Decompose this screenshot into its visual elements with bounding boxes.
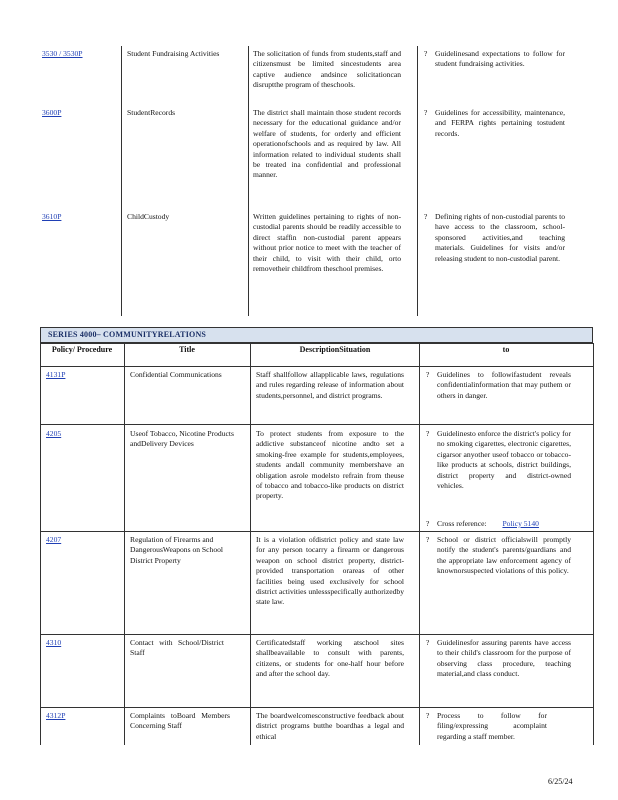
- outer-right-border: [593, 343, 594, 745]
- col-divider-3: [419, 343, 420, 745]
- policy-title: Useof Tobacco, Nicotine Products andDelivery Devices: [130, 429, 234, 449]
- policy-title: StudentRecords: [127, 108, 176, 117]
- policy-title: Regulation of Firearms and DangerousWeapons on School District Property: [130, 535, 224, 565]
- policy-description: Certificatedstaff working atschool sites shallbeavailable to consult with parents, citizens, or students for one-half hour before and after the school day.: [256, 638, 404, 679]
- policy-description: Staff shallfollow allapplicable laws, regulations and rules regarding release of information about students,personnel, and district programs.: [256, 370, 404, 400]
- bullet-icon: ?: [426, 370, 430, 379]
- cross-reference-label: Cross reference:: [437, 519, 487, 528]
- header-title: Title: [179, 345, 195, 354]
- cross-reference-link[interactable]: Policy 5140: [502, 519, 539, 528]
- footer-date: 6/25/24: [548, 777, 573, 786]
- policy-situation: Guidelines for accessibility, maintenance, and FERPA rights pertaining tostudent records.: [435, 108, 565, 138]
- policy-title: Student Fundraising Activities: [127, 49, 220, 58]
- policy-link-4312p[interactable]: 4312P: [46, 711, 66, 720]
- bullet-icon: ?: [424, 49, 428, 58]
- policy-title: Complaints toBoard Members Concerning Staff: [130, 711, 230, 731]
- col-divider-2: [250, 343, 251, 745]
- series-title: SERIES 4000– COMMUNITYRELATIONS: [48, 330, 207, 339]
- policy-title: Contact with School/District Staff: [130, 638, 224, 658]
- policy-situation: Guidelines to followifastudent reveals confidentialinformation that may puthem or others in danger.: [437, 370, 571, 400]
- bullet-icon: ?: [426, 535, 430, 544]
- bullet-icon: ?: [424, 212, 428, 221]
- top-col-divider-2: [248, 46, 249, 316]
- policy-link-3530[interactable]: 3530 / 3530P: [42, 49, 83, 58]
- outer-left-border: [40, 343, 41, 745]
- header-situation: to: [502, 345, 510, 354]
- cross-reference: [437, 519, 577, 529]
- policy-situation: Process to follow for filing/expressing acomplaint regarding a staff member.: [437, 711, 547, 741]
- bullet-icon: ?: [426, 711, 430, 720]
- policy-description: The district shall maintain those student records necessary for the educational guidance and/or welfare of students, for orderly and efficient operationofschools and as required by law. All information related to individual students shall be treated ina confidential and professional manner.: [253, 108, 401, 180]
- policy-situation: Guidelinesto enforce the district's policy for no smoking cigarettes, electronic cigarettes, cigarsor anyother useof tobacco or tobacco-like products at schools, district buildings, district property and district-owned vehicles.: [437, 429, 571, 491]
- bullet-icon: ?: [426, 519, 430, 528]
- row-rule: [40, 424, 593, 425]
- policy-description: It is a violation ofdistrict policy and state law for any person tocarry a firearm or dangerous weapon on school district property, district-provided transportation orareas of other facilities being used exclusively for school district activities unlessspecifically authorizedby state law.: [256, 535, 404, 607]
- bullet-icon: ?: [424, 108, 428, 117]
- bullet-icon: ?: [426, 638, 430, 647]
- policy-description: The solicitation of funds from students,staff and citizensmust be limited sincestudents area captive audience andsince solicitationcan disruptthe program of theschools.: [253, 49, 401, 90]
- policy-link-3600p[interactable]: 3600P: [42, 108, 62, 117]
- header-bottom-rule: [40, 366, 593, 367]
- policy-description: The boardwelcomesconstructive feedback about district programs butthe boardhas a legal and ethical: [256, 711, 404, 741]
- policy-situation: Defining rights of non-custodial parents to have access to the classroom, school-sponsored activities,and teaching materials. Guidelines for visits and/or releasing student to non-custodial parent.: [435, 212, 565, 263]
- top-col-divider-3: [417, 46, 418, 316]
- policy-description: Written guidelines pertaining to rights of non-custodial parents should be readily accessible to direct staffin non-custodial parent appears without prior notice to meet with the teacher of their child, to visit with their child, orto removetheir childfrom theschool premises.: [253, 212, 401, 274]
- header-description: DescriptionSituation: [299, 345, 371, 354]
- row-rule: [40, 531, 593, 532]
- policy-situation: Guidelinesfor assuring parents have access to their child's classroom for the purpose of observing class procedure, teaching material,and class conduct.: [437, 638, 571, 679]
- policy-title: Confidential Communications: [130, 370, 222, 379]
- policy-situation: School or district officialswill promptly notify the student's parents/guardians and the appropriate law enforcement agency of knownorsuspected violations of this policy.: [437, 535, 571, 576]
- policy-link-4205[interactable]: 4205: [46, 429, 62, 438]
- bullet-icon: ?: [426, 429, 430, 438]
- header-policy-procedure: Policy/ Procedure: [51, 345, 113, 354]
- col-divider-1: [124, 343, 125, 745]
- row-rule: [40, 634, 593, 635]
- policy-title: ChildCustody: [127, 212, 170, 221]
- policy-situation: Guidelinesand expectations to follow for student fundraising activities.: [435, 49, 565, 69]
- header-top-rule: [40, 343, 593, 344]
- policy-link-4207[interactable]: 4207: [46, 535, 62, 544]
- policy-link-4131p[interactable]: 4131P: [46, 370, 66, 379]
- top-col-divider-1: [121, 46, 122, 316]
- policy-link-3610p[interactable]: 3610P: [42, 212, 62, 221]
- policy-description: To protect students from exposure to the addictive substanceof nicotine andto set a smoking-free example for students,employees, students andall community membershave an obligation asrole modelsto refrain from theuse of tobacco and tobacco-like products on district property.: [256, 429, 404, 501]
- row-rule: [40, 707, 593, 708]
- policy-link-4310[interactable]: 4310: [46, 638, 62, 647]
